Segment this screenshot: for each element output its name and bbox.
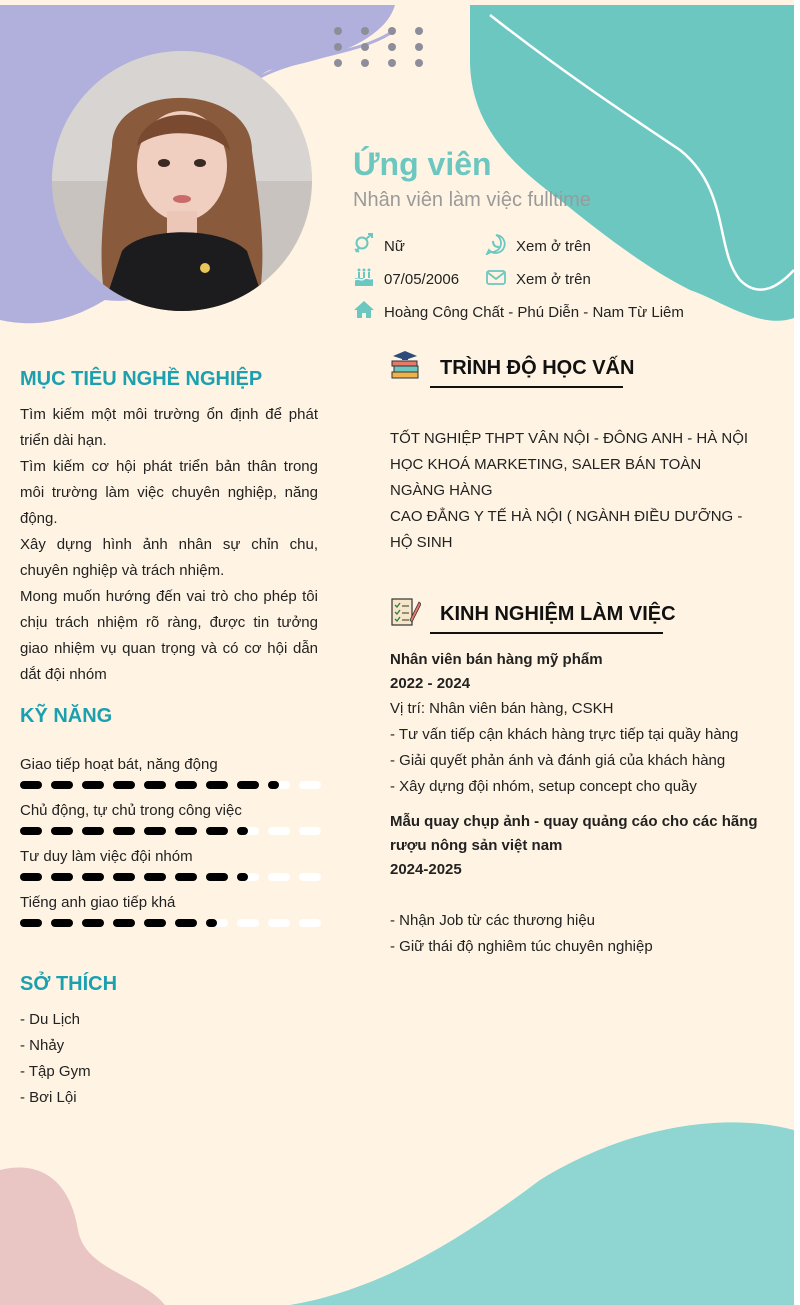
email-icon	[485, 267, 507, 289]
skill-dash	[51, 919, 73, 927]
job-entry	[390, 810, 760, 960]
skill-dash	[237, 873, 259, 881]
objective-item: Xây dựng hình ảnh nhân sự chỉn chu, chuyên nghiệp và trách nhiệm.	[20, 536, 318, 579]
experience-underline	[430, 632, 663, 634]
skill-dash	[268, 873, 290, 881]
skill-dash-fill	[144, 781, 166, 789]
job-company: Mẫu quay chụp ảnh - quay quảng cáo cho các hãng rượu nông sản việt nam	[390, 813, 758, 854]
skill-dash-fill	[206, 919, 217, 927]
skill-dash-fill	[237, 873, 248, 881]
home-icon	[353, 299, 375, 321]
skill-dash	[51, 873, 73, 881]
dot-grid-decoration	[330, 24, 430, 72]
skill-level-bar	[20, 871, 320, 883]
objective-item: Mong muốn hướng đến vai trò cho phép tôi chịu trách nhiệm rõ ràng, được tin tưởng giao nhiệm vụ quan trọng và có cơ hội dẫn dắt đội nhóm	[20, 588, 318, 683]
hobby-item: - Bơi Lội	[20, 1089, 77, 1106]
skill-dash	[51, 781, 73, 789]
skill-dash	[268, 827, 290, 835]
skill-dash-fill	[51, 919, 73, 927]
skill-dash	[237, 781, 259, 789]
skill-dash-fill	[82, 827, 104, 835]
skill-name: Chủ động, tự chủ trong công việc	[20, 802, 242, 819]
skill-dash-fill	[206, 827, 228, 835]
hobby-item: - Du Lịch	[20, 1011, 81, 1028]
skill-item	[20, 755, 320, 791]
skill-dash	[144, 827, 166, 835]
skill-dash-fill	[82, 781, 104, 789]
skill-level-bar	[20, 825, 320, 837]
skill-dash-fill	[144, 827, 166, 835]
skill-dash-fill	[237, 827, 248, 835]
skill-dash	[268, 919, 290, 927]
job-period: 2022 - 2024	[390, 675, 471, 692]
skill-dash	[299, 827, 321, 835]
job-company: Nhân viên bán hàng mỹ phẩm	[390, 651, 603, 668]
skill-dash-fill	[20, 919, 42, 927]
skill-dash	[206, 827, 228, 835]
email-value: Xem ở trên	[516, 271, 591, 288]
job-detail: - Tư vấn tiếp cận khách hàng trực tiếp tại quầy hàng	[390, 726, 739, 743]
objective-item: Tìm kiếm cơ hội phát triển bản thân trong môi trường làm việc chuyên nghiệp, năng động.	[20, 458, 318, 527]
job-period: 2024-2025	[390, 861, 462, 878]
skill-dash	[206, 873, 228, 881]
skill-dash-fill	[175, 781, 197, 789]
skill-item	[20, 801, 320, 837]
gender-icon	[353, 232, 375, 254]
skill-dash	[299, 873, 321, 881]
teal-bottom-blob	[290, 1122, 794, 1305]
education-title: TRÌNH ĐỘ HỌC VẤN	[440, 357, 635, 379]
skill-dash	[113, 827, 135, 835]
phone-icon	[485, 233, 507, 255]
job-entry	[390, 648, 760, 800]
skill-dash-fill	[82, 919, 104, 927]
job-detail: - Giải quyết phản ánh và đánh giá của khách hàng	[390, 752, 726, 769]
skills-title: KỸ NĂNG	[20, 705, 113, 727]
skill-dash-fill	[82, 873, 104, 881]
hobby-item: - Tập Gym	[20, 1063, 91, 1080]
skill-dash	[206, 781, 228, 789]
education-item: CAO ĐẲNG Y TẾ HÀ NỘI ( NGÀNH ĐIỀU DƯỠNG - HỘ SINH	[390, 508, 743, 551]
skill-item	[20, 847, 320, 883]
skill-dash	[299, 781, 321, 789]
hobbies-title: SỞ THÍCH	[20, 973, 118, 995]
skill-dash	[237, 919, 259, 927]
objective-text	[20, 402, 318, 688]
skill-dash-fill	[20, 873, 42, 881]
skill-dash-fill	[51, 873, 73, 881]
skill-dash	[20, 827, 42, 835]
job-detail: Vị trí: Nhân viên bán hàng, CSKH	[390, 700, 614, 717]
skill-dash	[113, 781, 135, 789]
skill-dash-fill	[237, 781, 259, 789]
candidate-name: Ứng viên	[353, 146, 492, 182]
education-item: HỌC KHOÁ MARKETING, SALER BÁN TOÀN NGÀNG HÀNG	[390, 456, 702, 499]
skill-dash	[113, 873, 135, 881]
job-detail: - Xây dựng đội nhóm, setup concept cho quầy	[390, 778, 697, 795]
education-underline	[430, 386, 623, 388]
skill-dash	[20, 781, 42, 789]
pink-blob	[0, 1168, 165, 1305]
skill-dash-fill	[113, 919, 135, 927]
skill-level-bar	[20, 779, 320, 791]
skill-dash-fill	[144, 919, 166, 927]
skill-dash-fill	[206, 781, 228, 789]
skill-name: Tiếng anh giao tiếp khá	[20, 894, 176, 911]
skill-dash-fill	[20, 827, 42, 835]
skill-dash	[113, 919, 135, 927]
skill-dash	[175, 873, 197, 881]
skill-dash	[82, 827, 104, 835]
skill-dash	[206, 919, 228, 927]
skill-dash	[268, 781, 290, 789]
skill-dash	[175, 919, 197, 927]
skill-dash	[20, 873, 42, 881]
gender-value: Nữ	[384, 238, 405, 255]
skill-item	[20, 893, 320, 929]
candidate-position: Nhân viên làm việc fulltime	[353, 189, 591, 211]
skill-dash	[144, 919, 166, 927]
hobby-item: - Nhảy	[20, 1037, 65, 1054]
skill-name: Giao tiếp hoạt bát, năng động	[20, 756, 218, 773]
experience-title: KINH NGHIỆM LÀM VIỆC	[440, 603, 676, 625]
skill-dash	[51, 827, 73, 835]
skill-dash	[82, 919, 104, 927]
objective-title: MỤC TIÊU NGHỀ NGHIỆP	[20, 368, 263, 390]
hobbies-list	[20, 1007, 91, 1111]
skill-dash	[20, 919, 42, 927]
address-value: Hoàng Công Chất - Phú Diễn - Nam Từ Liêm	[384, 304, 684, 321]
phone-value: Xem ở trên	[516, 238, 591, 255]
job-detail: - Nhận Job từ các thương hiệu	[390, 912, 596, 929]
skill-level-bar	[20, 917, 320, 929]
skill-name: Tư duy làm việc đội nhóm	[20, 848, 193, 865]
skill-dash	[144, 781, 166, 789]
experience-checklist-icon	[389, 596, 421, 628]
education-item: TỐT NGHIỆP THPT VÂN NỘI - ĐÔNG ANH - HÀ NỘI	[390, 430, 749, 447]
skill-dash-fill	[175, 827, 197, 835]
birthday-cake-icon	[353, 266, 375, 288]
skill-dash-fill	[175, 873, 197, 881]
skill-dash-fill	[51, 827, 73, 835]
skill-dash	[82, 873, 104, 881]
skill-dash	[82, 781, 104, 789]
objective-item: Tìm kiếm một môi trường ổn định để phát triển dài hạn.	[20, 406, 318, 449]
skill-dash-fill	[206, 873, 228, 881]
skill-dash-fill	[175, 919, 197, 927]
avatar	[52, 51, 312, 311]
skill-dash-fill	[113, 827, 135, 835]
skill-dash-fill	[268, 781, 279, 789]
skill-dash-fill	[113, 781, 135, 789]
education-list	[390, 426, 755, 556]
skill-dash	[144, 873, 166, 881]
birthday-value: 07/05/2006	[384, 271, 460, 288]
skill-dash	[237, 827, 259, 835]
job-detail	[390, 882, 760, 908]
skill-dash-fill	[113, 873, 135, 881]
education-books-icon	[389, 350, 421, 382]
skill-dash	[175, 781, 197, 789]
skill-dash-fill	[51, 781, 73, 789]
job-detail: - Giữ thái độ nghiêm túc chuyên nghiệp	[390, 938, 653, 955]
skill-dash-fill	[144, 873, 166, 881]
skill-dash	[299, 919, 321, 927]
skill-dash	[175, 827, 197, 835]
skill-dash-fill	[20, 781, 42, 789]
